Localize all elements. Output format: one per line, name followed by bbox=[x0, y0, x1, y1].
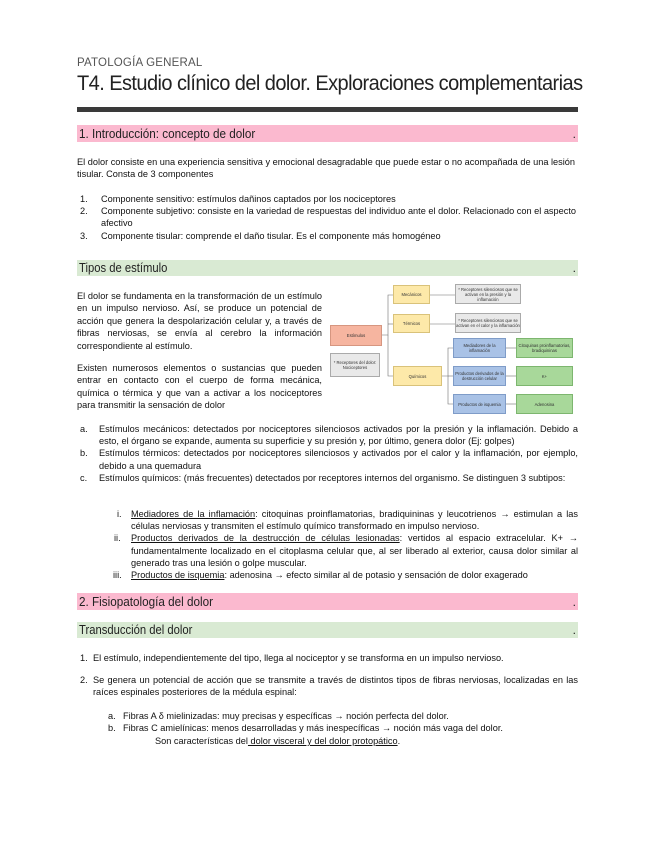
list-item bbox=[80, 205, 578, 229]
list-item-text: Estímulos químicos: (más frecuentes) detectados por receptores internos del organismo. Se distinguen 3 subtipos: bbox=[99, 472, 566, 483]
list-item bbox=[80, 423, 578, 447]
section-heading-physiopathology-label: 2. Fisiopatología del dolor bbox=[79, 594, 213, 609]
subsection-heading-transduction bbox=[77, 622, 578, 638]
list-item bbox=[108, 710, 578, 722]
list-marker: iii. bbox=[113, 570, 122, 581]
diagram-note-mecanicos: * Receptores silenciosos que se activan en la presión y la inflamación bbox=[455, 284, 521, 304]
subtype-text: : citoquinas proinflamatorias, bradiquininas y leucotrienos → estimulan a las células nerviosas y transmiten el estímulo químico transformado en impulso nervioso. bbox=[131, 509, 578, 532]
diagram-node-citoquinas: Citoquinas proinflamatorias, bradiquininas bbox=[516, 338, 573, 358]
diagram-node-nociceptores: * Receptores del dolor: Nociceptores bbox=[330, 353, 380, 377]
list-item-text: Componente tisular: comprende el daño tisular. Es el componente más homogéneo bbox=[101, 230, 441, 241]
list-item bbox=[80, 193, 578, 205]
transduction-steps-list bbox=[80, 652, 578, 699]
list-item-text: Se genera un potencial de acción que se transmite a través de distintos tipos de fibras nerviosas, localizadas en las raíces espinales posteriores de la médula espinal: bbox=[93, 675, 578, 698]
diagram-node-termicos: Térmicos bbox=[393, 314, 430, 333]
subsection-heading-transduction-dot: . bbox=[572, 623, 576, 637]
list-item-text: Fibras C amielínicas: menos desarrolladas y más inespecíficas → noción más vaga del dolor. bbox=[123, 723, 503, 734]
connector-quim-mediadores bbox=[442, 348, 453, 376]
section-heading-intro bbox=[77, 125, 578, 142]
stimulus-paragraph-2: Existen numerosos elementos o sustancias que pueden entrar en contacto con el cuerpo de forma mecánica, química o térmica y que van a activar a los nociceptores para transmitir la sensación de dolor bbox=[77, 363, 322, 411]
diagram-node-isquemia: Productos de isquemia bbox=[453, 394, 506, 414]
list-item-text: Fibras A δ mielinizadas: muy precisas y específicas → noción perfecta del dolor. bbox=[123, 711, 449, 721]
subtype-text: : vertidos al espacio extracelular. K+ → fundamentalmente localizado en el citoplasma celular que, al ser liberado al exterior, causa dolor similar al generado tras una lesión o golpe muscular. bbox=[131, 533, 578, 568]
list-item-text: Componente subjetivo: consiste en la variedad de respuestas del individuo ante el dolor. Relacionado con el aspecto afectivo bbox=[101, 206, 576, 229]
list-marker: c. bbox=[80, 472, 88, 483]
list-item-text: Estímulos mecánicos: detectados por nociceptores silenciosos activados por la presión y la inflamación. Debido a esto, el órgano se expande, aumenta su superficie y su presión y, por último, genera dolor (Ej: golpes) bbox=[99, 424, 578, 447]
list-marker: a. bbox=[80, 424, 88, 434]
list-item-text: Estímulos térmicos: detectados por nociceptores silenciosos y activados por el calor y la inflamación, por ejemplo, debido a una quemadura bbox=[99, 448, 578, 471]
list-marker: b. bbox=[108, 723, 116, 734]
list-marker: 3. bbox=[80, 230, 88, 241]
diagram-node-potasio: K+ bbox=[516, 366, 573, 386]
stimulus-diagram bbox=[330, 284, 575, 417]
page-title: T4. Estudio clínico del dolor. Exploraciones complementarias bbox=[77, 71, 583, 95]
stimuli-list bbox=[80, 423, 578, 484]
subject-label: PATOLOGÍA GENERAL bbox=[77, 57, 203, 69]
section-heading-physiopathology bbox=[77, 593, 578, 610]
list-item bbox=[80, 230, 578, 242]
fibers-list bbox=[108, 710, 578, 734]
list-item bbox=[80, 472, 578, 484]
subtype-name: Mediadores de la inflamación bbox=[131, 509, 256, 519]
subsection-heading-stimulus-types bbox=[77, 260, 578, 276]
chemical-subtypes-list bbox=[114, 508, 578, 581]
list-marker: 1. bbox=[80, 653, 88, 663]
diagram-node-estimulos: Estímulos bbox=[330, 325, 382, 346]
section-heading-intro-dot: . bbox=[572, 126, 576, 141]
list-marker: i. bbox=[117, 509, 122, 519]
list-marker: b. bbox=[80, 448, 88, 459]
fiber-note-prefix: Son características del bbox=[155, 736, 248, 746]
diagram-node-mediadores: Mediadores de la inflamación bbox=[453, 338, 506, 358]
list-item-text: Componente sensitivo: estímulos dañinos captados por los nociceptores bbox=[101, 194, 396, 204]
fiber-note bbox=[155, 735, 575, 747]
list-marker: 2. bbox=[80, 206, 88, 217]
intro-paragraph: El dolor consiste en una experiencia sensitiva y emocional desagradable que puede estar o no acompañada de una lesión tisular. Consta de 3 componentes bbox=[77, 157, 575, 180]
title-divider bbox=[77, 107, 578, 112]
subtype-name: Productos derivados de la destrucción de células lesionadas bbox=[131, 533, 400, 544]
list-item-text: El estímulo, independientemente del tipo, llega al nociceptor y se transforma en un impulso nervioso. bbox=[93, 653, 504, 663]
diagram-node-quimicos: Químicos bbox=[393, 366, 442, 386]
diagram-node-adenosina: Adenosina bbox=[516, 394, 573, 414]
subsection-heading-transduction-label: Transducción del dolor bbox=[79, 623, 193, 637]
connector-root-mecanicos bbox=[382, 295, 393, 335]
stimulus-paragraph-1: El dolor se fundamenta en la transformación de un estímulo en un impulso nervioso. Así, se produce un potencial de acción que genera la despolarización celular y, a través de fibras nerviosas, se envía al cerebro la información correspondiente al estímulo. bbox=[77, 291, 322, 351]
fiber-note-suffix: . bbox=[397, 736, 401, 746]
subtype-text: : adenosina → efecto similar al de potasio y sensación de dolor exagerado bbox=[224, 570, 528, 581]
list-item bbox=[80, 674, 578, 698]
components-list bbox=[80, 193, 578, 242]
diagram-node-mecanicos: Mecánicos bbox=[393, 285, 430, 304]
list-item bbox=[114, 532, 578, 569]
section-heading-intro-label: 1. Introducción: concepto de dolor bbox=[79, 126, 256, 141]
list-item bbox=[80, 652, 578, 664]
subsection-heading-stimulus-types-label: Tipos de estímulo bbox=[79, 261, 168, 275]
list-marker: ii. bbox=[114, 533, 121, 544]
diagram-node-destruccion: Productos derivados de la destrucción celular bbox=[453, 366, 506, 386]
subtype-name: Productos de isquemia bbox=[131, 570, 225, 581]
list-item bbox=[114, 508, 578, 532]
list-item bbox=[80, 447, 578, 471]
list-marker: 1. bbox=[80, 194, 88, 204]
section-heading-physiopathology-dot: . bbox=[572, 594, 576, 609]
subsection-heading-stimulus-types-dot: . bbox=[572, 261, 576, 275]
diagram-note-termicos: * Receptores silenciosos que se activan en el calor y la inflamación bbox=[455, 313, 521, 333]
list-item bbox=[114, 569, 578, 581]
list-item bbox=[108, 722, 578, 734]
list-marker: a. bbox=[108, 711, 116, 721]
fiber-note-underlined: dolor visceral y del dolor protopático bbox=[247, 736, 398, 746]
list-marker: 2. bbox=[80, 675, 88, 686]
